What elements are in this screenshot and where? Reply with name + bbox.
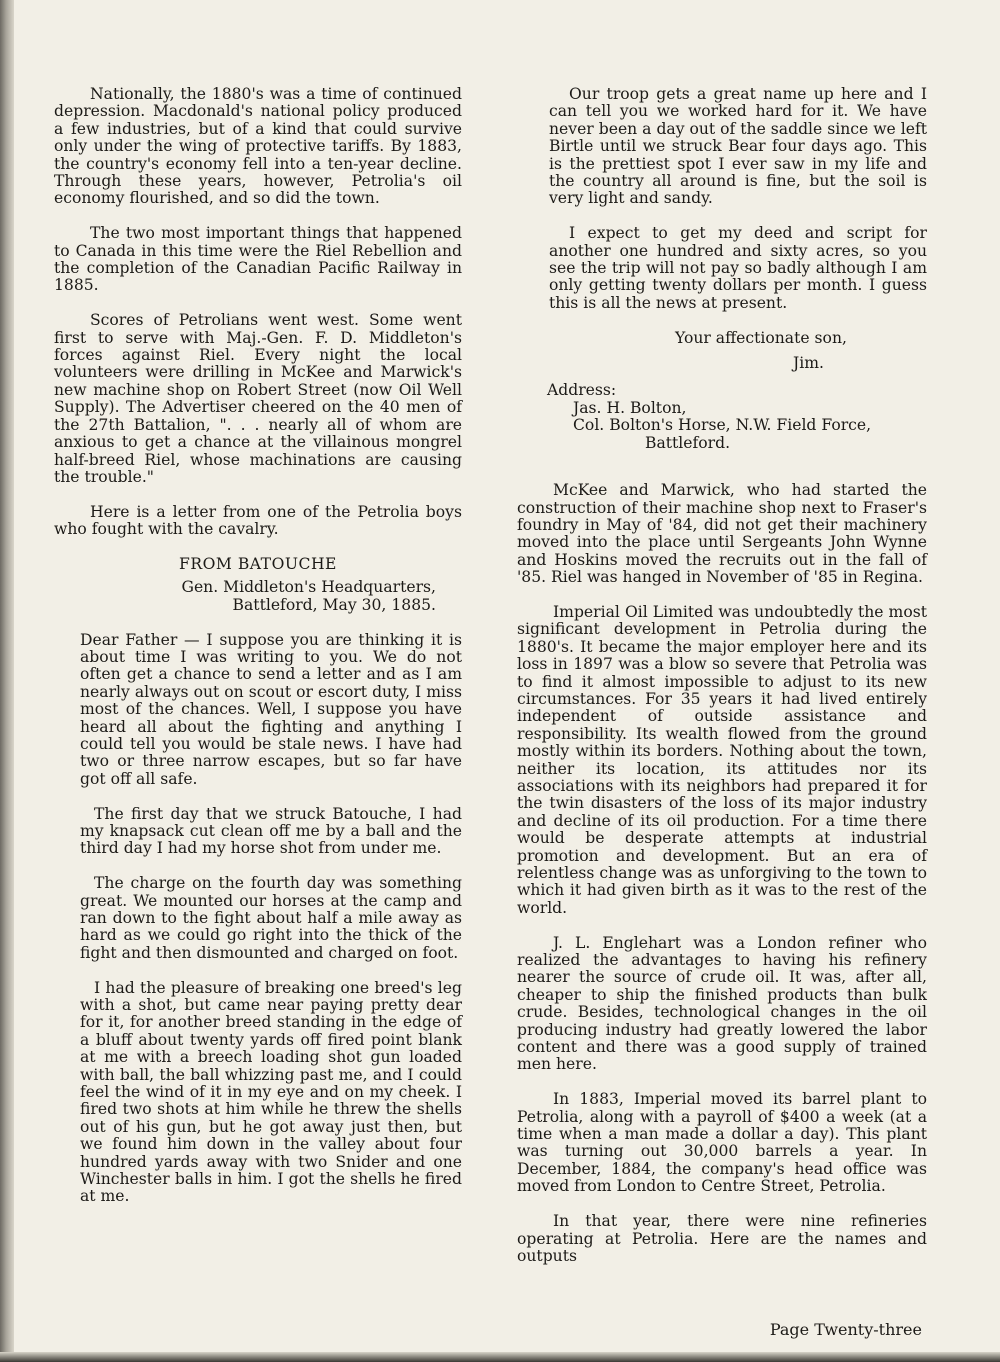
left-column (54, 86, 462, 1223)
paragraph-imperial-oil: Imperial Oil Limited was undoubtedly the most significant development in Petrolia during the 1880's. It became the major employer here and its loss in 1897 was a blow so severe that Petrolia was to find it almost impossible to adjust to its new circumstances. For 35 years it had lived entirely independent of outside assistance and responsibility. Its wealth flowed from the ground mostly within its borders. Nothing about the town, neither its location, its attitudes nor its associations with its neighbors had prepared it for the twin disasters of the loss of its major industry and decline of its oil production. For a time there would be desperate attempts at industrial promotion and development. But an era of relentless change was as unforgiving to the town to which it had given birth as it was to the rest of the world. (517, 602, 927, 917)
paragraph-petrolians-went-west: Scores of Petrolians went west. Some went first to serve with Maj.-Gen. F. D. Middleton's forces against Riel. Every night the local volunteers were drilling in McKee and Marwick's new machine shop on Robert Street (now Oil Well Supply). The Advertiser cheered on the 40 men of the 27th Battalion, ". . . nearly all of whom are anxious to get a chance at the villainous mongrel half-breed Riel, whose machinations are causing the trouble." (54, 311, 462, 486)
letter-signature-name: Jim. (793, 354, 824, 373)
right-column (517, 86, 927, 1283)
paragraph-national-depression: Nationally, the 1880's was a time of continued depression. Macdonald's national policy produced a few industries, but of a kind that could survive only under the wing of protective tariffs. By 1883, the country's economy fell into a ten-year decline. Through these years, however, Petrolia's oil economy flourished, and so did the town. (54, 85, 462, 208)
address-line-place: Battleford. (645, 433, 731, 452)
dateline-headquarters: Gen. Middleton's Headquarters, (181, 578, 436, 597)
paragraph-mckee-marwick: McKee and Marwick, who had started the construction of their machine shop next to Fraser's foundry in May of '84, did not get their machinery moved into the place until Sergeants John Wynne and Hoskins moved the recruits out in the fall of '85. Riel was hanged in November of '85 in Regina. (517, 481, 927, 587)
letter-address (549, 382, 927, 452)
paragraph-barrel-plant: In 1883, Imperial moved its barrel plant to Petrolia, along with a payroll of $400 a week (at a time when a man made a dollar a day). This plant was turning out 30,000 barrels a year. In December, 1884, the company's head office was moved from London to Centre Street, Petrolia. (517, 1090, 927, 1196)
letter-heading: FROM BATOUCHE (179, 554, 337, 573)
page-number: Page Twenty-three (769, 1320, 922, 1339)
address-line-name: Jas. H. Bolton, (573, 398, 687, 417)
letter-body (54, 632, 462, 1206)
address-label: Address: (547, 381, 617, 400)
letter-closing: Your affectionate son, (675, 328, 847, 347)
letter-signature (549, 330, 927, 373)
letter-paragraph-deed: I expect to get my deed and script for another one hundred and sixty acres, so you see the trip will not pay so badly although I am only getting twenty dollars per month. I guess this is all the news at present. (549, 224, 927, 312)
address-line-unit: Col. Bolton's Horse, N.W. Field Force, (573, 416, 872, 435)
letter-paragraph-first-day: The first day that we struck Batouche, I had my knapsack cut clean off me by a ball and the third day I had my horse shot from under me. (80, 804, 462, 858)
paragraph-englehart: J. L. Englehart was a London refiner who realized the advantages to having his refinery nearer the source of crude oil. It was, after all, cheaper to ship the finished products than bulk crude. Besides, technological changes in the oil producing industry had greatly lowered the labor content and there was a good supply of trained men here. (517, 933, 927, 1074)
letter-continuation (517, 86, 927, 452)
letter-paragraph-greeting: Dear Father — I suppose you are thinking it is about time I was writing to you. We do not often get a chance to send a letter and as I am nearly always out on scout or escort duty, I miss most of the chances. Well, I suppose you have heard all about the fighting and anything I could tell you would be stale news. I have had two or three narrow escapes, but so far have got off all safe. (80, 630, 462, 788)
letter-dateline (54, 579, 462, 614)
dateline-place-date: Battleford, May 30, 1885. (232, 595, 436, 614)
page-bottom-edge (0, 1352, 1000, 1362)
paragraph-nine-refineries: In that year, there were nine refineries operating at Petrolia. Here are the names and outputs (517, 1212, 927, 1265)
letter-paragraph-troop: Our troop gets a great name up here and I can tell you we worked hard for it. We have never been a day out of the saddle since we left Birtle until we struck Bear four days ago. This is the prettiest spot I ever saw in my life and the country all around is fine, but the soil is very light and sandy. (549, 85, 927, 208)
paragraph-riel-rebellion: The two most important things that happened to Canada in this time were the Riel Rebellion and the completion of the Canadian Pacific Railway in 1885. (54, 224, 462, 295)
letter-paragraph-breed-shot: I had the pleasure of breaking one breed's leg with a shot, but came near paying pretty dear for it, for another breed standing in the edge of a bluff about twenty yards off fired point blank at me with a breech loading shot gun loaded with ball, the ball whizzing past me, and I could feel the wind of it in my eye and on my cheek. I fired two shots at him while he threw the shells out of his gun, but he got away just then, but we found him down in the valley about four hundred yards away with two Snider and one Winchester balls in him. I got the shells he fired at me. (80, 978, 462, 1206)
paragraph-letter-intro: Here is a letter from one of the Petrolia boys who fought with the cavalry. (54, 502, 462, 539)
letter-paragraph-charge: The charge on the fourth day was something great. We mounted our horses at the camp and ran down to the fight about half a mile away as hard as we could go right into the thick of the fight and then dismounted and charged on foot. (80, 874, 462, 962)
book-binding-edge (0, 0, 14, 1362)
